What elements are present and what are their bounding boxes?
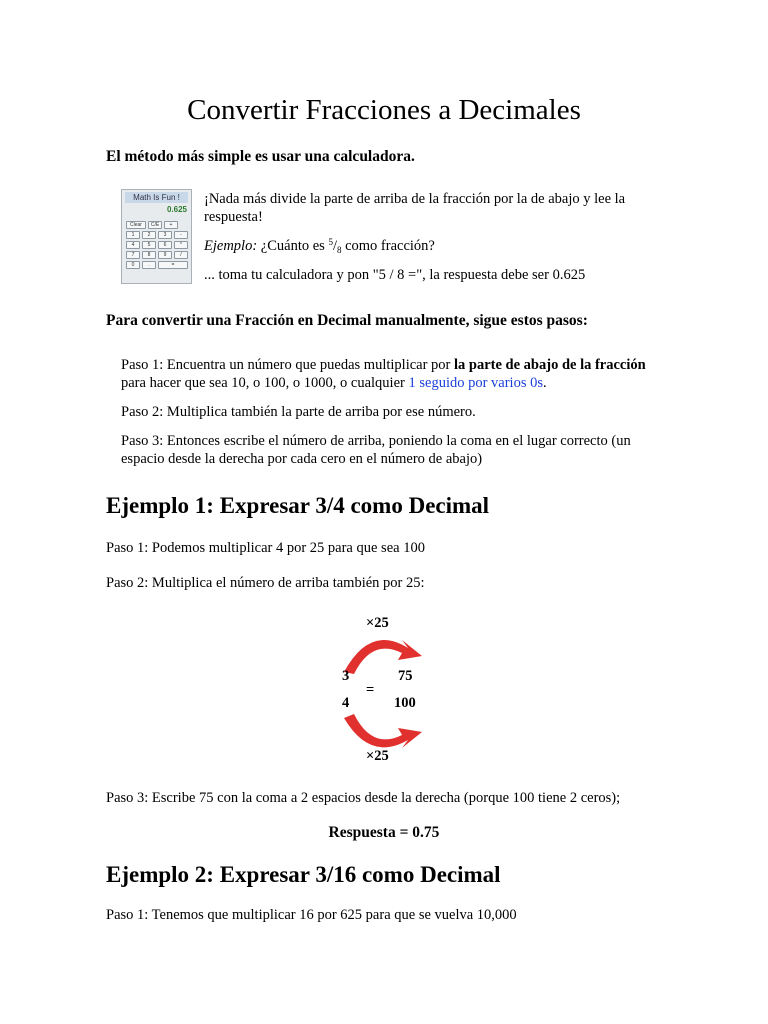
step-1-start: Paso 1: Encuentra un número que puedas multiplicar por xyxy=(121,357,455,373)
step-1-bold: la parte de abajo de la fracción xyxy=(454,357,646,373)
calculator-key: / xyxy=(174,251,188,259)
top-factor: ×25 xyxy=(366,615,389,631)
calc-result-text: ... toma tu calculadora y pon "5 / 8 =", la respuesta debe ser 0.625 xyxy=(204,267,586,283)
example-1-step-2: Paso 2: Multiplica el número de arriba también por 25: xyxy=(106,575,425,591)
fraction-slash: / xyxy=(332,238,337,254)
calculator-key: Clear xyxy=(126,221,146,229)
left-numerator: 3 xyxy=(342,668,350,684)
calculator-key: 1 xyxy=(126,231,140,239)
calculator-key: 0 xyxy=(126,261,140,269)
calculator-key: 8 xyxy=(142,251,156,259)
fraction-diagram xyxy=(330,612,440,767)
left-denominator: 4 xyxy=(342,695,350,711)
calculator-key: + xyxy=(164,221,178,229)
example-1-answer: Respuesta = 0.75 xyxy=(328,824,440,841)
manual-heading: Para convertir una Fracción en Decimal manualmente, sigue estos pasos: xyxy=(106,312,588,329)
step-1 xyxy=(121,356,651,392)
intro-text: El método más simple es usar una calculadora. xyxy=(106,148,415,165)
example-1-heading: Ejemplo 1: Expresar 3/4 como Decimal xyxy=(106,493,490,518)
calculator-key: 4 xyxy=(126,241,140,249)
example-1-step-3: Paso 3: Escribe 75 con la coma a 2 espacios desde la derecha (porque 100 tiene 2 ceros); xyxy=(106,790,621,806)
calculator-key: * xyxy=(174,241,188,249)
calc-instruction: ¡Nada más divide la parte de arriba de la fracción por la de abajo y lee la respuesta! xyxy=(204,191,626,225)
calculator-key: 3 xyxy=(158,231,172,239)
calculator-display: 0.625 xyxy=(166,205,187,214)
fraction-denominator: 8 xyxy=(336,245,342,255)
calculator-key: . xyxy=(142,261,156,269)
powers-of-ten-link[interactable]: 1 seguido por varios 0s xyxy=(408,375,543,391)
calc-example xyxy=(204,237,435,256)
fraction-numerator: 5 xyxy=(328,237,333,247)
example-question-end: como fracción? xyxy=(341,238,435,254)
calculator-title: Math Is Fun ! xyxy=(125,192,188,203)
step-1-mid: para hacer que sea 10, o 100, o 1000, o cualquier xyxy=(121,375,409,391)
step-3: Paso 3: Entonces escribe el número de arriba, poniendo la coma en el lugar correcto (un espacio desde la derecha por cada cero en el número de abajo) xyxy=(121,433,631,467)
calculator-key: 5 xyxy=(142,241,156,249)
example-2-step-1: Paso 1: Tenemos que multiplicar 16 por 625 para que se vuelva 10,000 xyxy=(106,907,517,923)
example-question-start: ¿Cuánto es xyxy=(257,238,329,254)
calculator-key: - xyxy=(174,231,188,239)
calculator-key: = xyxy=(158,261,188,269)
right-numerator: 75 xyxy=(398,668,413,684)
calculator-key: C/E xyxy=(148,221,162,229)
example-1-step-1: Paso 1: Podemos multiplicar 4 por 25 para que sea 100 xyxy=(106,540,425,556)
example-label: Ejemplo: xyxy=(204,238,258,254)
calculator-key: 7 xyxy=(126,251,140,259)
calculator-key: 6 xyxy=(158,241,172,249)
right-denominator: 100 xyxy=(394,695,416,711)
bottom-arrow xyxy=(344,714,422,748)
equals-sign: = xyxy=(366,682,375,698)
calculator-image xyxy=(121,189,192,284)
step-1-end: . xyxy=(543,375,547,391)
diagram-arrows xyxy=(330,612,440,767)
page-title: Convertir Fracciones a Decimales xyxy=(187,94,581,126)
step-2: Paso 2: Multiplica también la parte de arriba por ese número. xyxy=(121,404,476,420)
calculator-key: 2 xyxy=(142,231,156,239)
example-2-heading: Ejemplo 2: Expresar 3/16 como Decimal xyxy=(106,862,501,887)
calculator-key: 9 xyxy=(158,251,172,259)
bottom-factor: ×25 xyxy=(366,748,389,764)
